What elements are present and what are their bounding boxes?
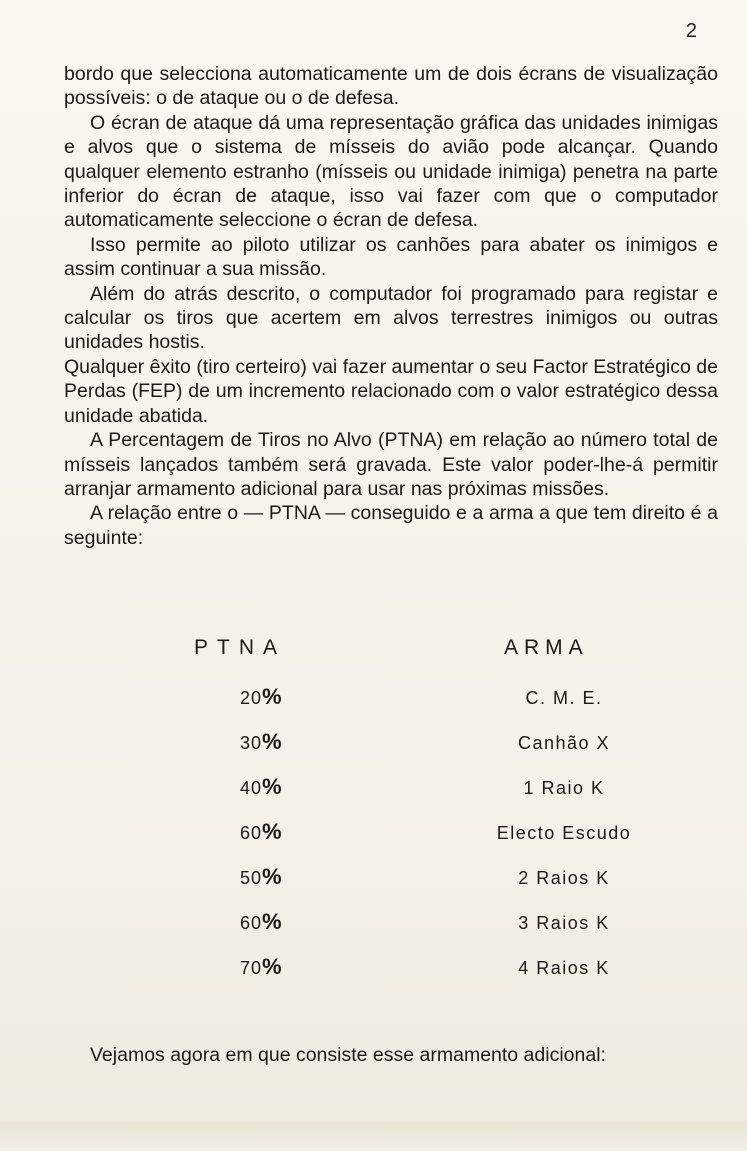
percent-sign: % <box>262 909 282 934</box>
page-number: 2 <box>685 20 697 42</box>
paragraph: A relação entre o — PTNA — conseguido e a arma a que tem direito é a seguinte: <box>64 502 718 549</box>
weapon-name: 4 Raios K <box>518 958 610 978</box>
percentage-value: 30 <box>239 733 262 753</box>
table-row <box>64 864 718 913</box>
weapon-name: 3 Raios K <box>518 913 610 933</box>
percentage-value: 40 <box>239 778 262 798</box>
percentage-value: 20 <box>239 688 262 708</box>
paragraph: Qualquer êxito (tiro certeiro) vai fazer aumentar o seu Factor Estratégico de Perdas (FEP) de um incremento relacionado com o valor estratégico dessa unidade abatida. <box>64 355 718 427</box>
paragraph: A Percentagem de Tiros no Alvo (PTNA) em relação ao número total de mísseis lançados também será gravada. Este valor poder-lhe-á permitir arranjar armamento adicional para usar nas próximas missões. <box>64 429 718 500</box>
paragraph: Isso permite ao piloto utilizar os canhões para abater os inimigos e assim continuar a sua missão. <box>64 233 718 281</box>
weapon-name: Electo Escudo <box>496 823 632 843</box>
table-row <box>64 909 718 958</box>
table-row <box>64 684 718 733</box>
percent-sign: % <box>262 729 282 754</box>
table-row <box>64 729 718 778</box>
paragraph: Além do atrás descrito, o computador foi programado para registar e calcular os tiros que acertem em alvos terrestres inimigos ou outras unidades hostis. <box>64 282 718 354</box>
table-header <box>64 636 718 666</box>
percent-sign: % <box>262 954 282 979</box>
closing-text <box>64 1043 718 1067</box>
percentage-value: 60 <box>239 913 262 933</box>
weapon-name: C. M. E. <box>525 688 603 708</box>
weapon-name: 2 Raios K <box>518 868 610 888</box>
body-text <box>64 62 718 550</box>
percent-sign: % <box>262 864 282 889</box>
closing-paragraph: Vejamos agora em que consiste esse armamento adicional: <box>90 1044 606 1066</box>
paragraph: O écran de ataque dá uma representação gráfica das unidades inimigas e alvos que o sistema de mísseis do avião pode alcançar. Quando qualquer elemento estranho (mísseis ou unidade inimiga) penetra na parte inferior do écran de ataque, isso vai fazer com que o computador automaticamente seleccione o écran de defesa. <box>64 111 718 232</box>
percentage-value: 70 <box>239 958 262 978</box>
ptna-arma-table <box>64 636 718 1003</box>
table-row <box>64 819 718 868</box>
percent-sign: % <box>262 684 282 709</box>
header-arma: ARMA <box>504 636 589 659</box>
weapon-name: Canhão X <box>517 733 611 753</box>
page-bottom-edge <box>0 1122 747 1151</box>
table-row <box>64 954 718 1003</box>
paragraph: bordo que selecciona automaticamente um de dois écrans de visualização possíveis: o de ataque ou o de defesa. <box>64 63 718 110</box>
percent-sign: % <box>262 774 282 799</box>
weapon-name: 1 Raio K <box>523 778 605 798</box>
percent-sign: % <box>262 819 282 844</box>
header-ptna: PTNA <box>194 636 287 659</box>
percentage-value: 50 <box>239 868 262 888</box>
table-row <box>64 774 718 823</box>
percentage-value: 60 <box>239 823 262 843</box>
